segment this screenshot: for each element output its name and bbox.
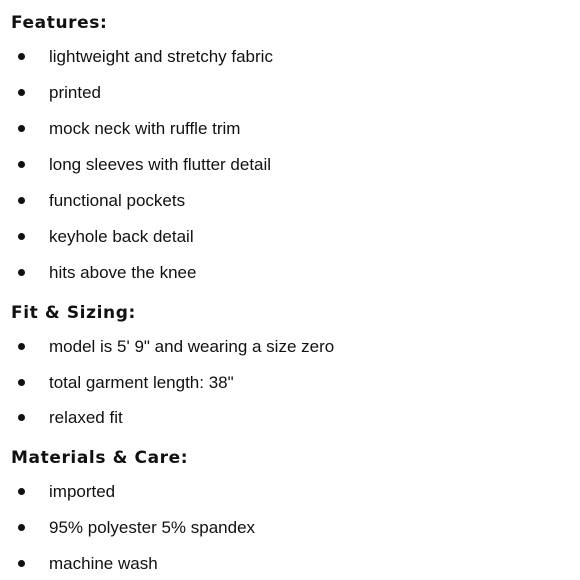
bullet-icon [18,524,25,531]
features-heading: Features: [11,13,108,33]
list-item [0,372,580,396]
bullet-icon [18,379,25,386]
list-item [0,118,580,142]
list-item [0,336,580,360]
list-item-text: model is 5' 9" and wearing a size zero [49,337,335,356]
bullet-icon [18,233,25,240]
list-item-text: functional pockets [49,191,186,210]
list-item [0,407,580,431]
list-item [0,517,580,541]
list-item-text: relaxed fit [49,408,123,427]
list-item [0,226,580,250]
materials-care-heading: Materials & Care: [11,448,189,468]
list-item [0,262,580,286]
list-item-text: keyhole back detail [49,227,194,246]
list-item-text: mock neck with ruffle trim [49,119,241,138]
list-item-text: machine wash [49,554,158,573]
bullet-icon [18,560,25,567]
bullet-icon [18,343,25,350]
list-item-text: total garment length: 38" [49,373,234,392]
fit-sizing-heading: Fit & Sizing: [11,303,136,323]
bullet-icon [18,125,25,132]
list-item [0,190,580,214]
list-item-text: lightweight and stretchy fabric [49,47,273,66]
list-item [0,553,580,577]
list-item-text: imported [49,482,116,501]
bullet-icon [18,488,25,495]
list-item-text: long sleeves with flutter detail [49,155,272,174]
bullet-icon [18,161,25,168]
list-item-text: hits above the knee [49,263,197,282]
bullet-icon [18,53,25,60]
bullet-icon [18,269,25,276]
list-item [0,154,580,178]
bullet-icon [18,197,25,204]
bullet-icon [18,414,25,421]
list-item-text: printed [49,83,101,102]
list-item [0,481,580,505]
bullet-icon [18,89,25,96]
list-item [0,82,580,106]
list-item-text: 95% polyester 5% spandex [49,518,256,537]
list-item [0,46,580,70]
